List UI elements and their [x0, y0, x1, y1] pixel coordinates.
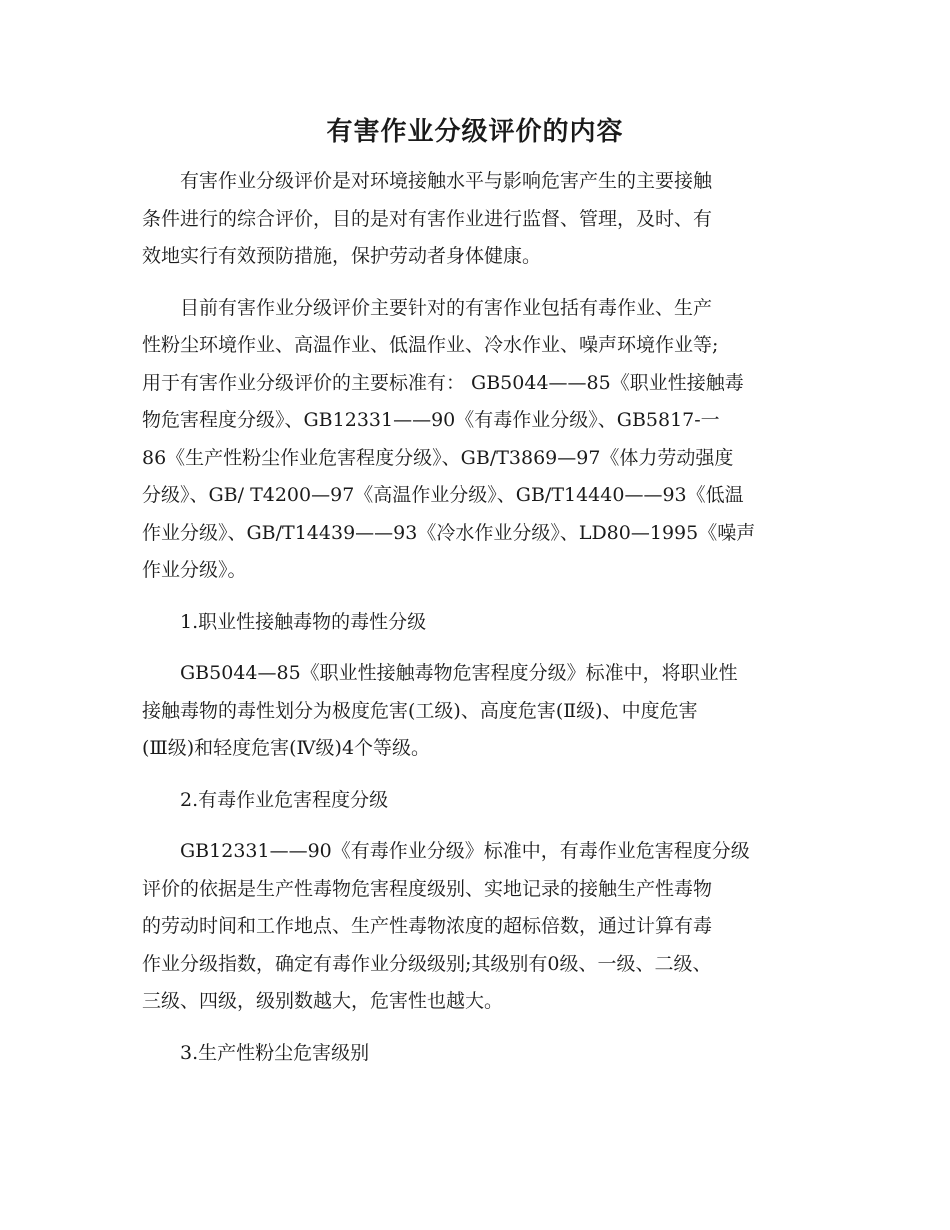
text-line: 86《生产性粉尘作业危害程度分级》、GB/T3869—97《体力劳动强度 [142, 446, 734, 469]
document-title: 有害作业分级评价的内容 [326, 117, 624, 147]
text-line: 用于有害作业分级评价的主要标准有： GB5044——85《职业性接触毒 [142, 371, 744, 394]
section-heading-2 [142, 782, 808, 820]
text-line: 三级、四级，级别数越大，危害性也越大。 [142, 990, 504, 1012]
text-line: 作业分级》。 [142, 559, 247, 581]
text-line: 分级》、GB/ T4200—97《高温作业分级》、GB/T14440——93《低温 [142, 484, 744, 506]
paragraph-toxicity [142, 655, 808, 768]
text-line: 有害作业分级评价是对环境接触水平与影响危害产生的主要接触 [180, 170, 713, 192]
text-line: GB12331——90《有毒作业分级》标准中，有毒作业危害程度分级 [180, 840, 750, 862]
section-heading-3 [142, 1035, 808, 1073]
text-line: 条件进行的综合评价，目的是对有害作业进行监督、管理，及时、有 [142, 207, 713, 230]
text-line: 物危害程度分级》、GB12331——90《有毒作业分级》、GB5817-一 [142, 409, 720, 431]
paragraph-toxic-work [142, 833, 808, 1021]
document-body [142, 163, 808, 1072]
paragraph-standards [142, 290, 808, 590]
text-line: 作业分级指数，确定有毒作业分级级别;其级别有0级、一级、二级、 [142, 952, 712, 975]
section-heading-1 [142, 604, 808, 642]
section-heading-text: 2.有毒作业危害程度分级 [180, 788, 389, 811]
text-line: 作业分级》、GB/T14439——93《冷水作业分级》、LD80—1995《噪声 [142, 521, 756, 544]
text-line: 目前有害作业分级评价主要针对的有害作业包括有毒作业、生产 [180, 296, 713, 319]
text-line: 评价的依据是生产性毒物危害程度级别、实地记录的接触生产性毒物 [142, 877, 713, 900]
section-heading-text: 3.生产性粉尘危害级别 [180, 1041, 370, 1064]
text-line: 性粉尘环境作业、高温作业、低温作业、冷水作业、噪声环境作业等; [142, 334, 719, 356]
paragraph-intro [142, 163, 808, 276]
text-line: 的劳动时间和工作地点、生产性毒物浓度的超标倍数，通过计算有毒 [142, 915, 713, 937]
text-line: 效地实行有效预防措施，保护劳动者身体健康。 [142, 245, 542, 267]
text-line: 接触毒物的毒性划分为极度危害(工级)、高度危害(Ⅱ级)、中度危害 [142, 699, 698, 722]
text-line: (Ⅲ级)和轻度危害(Ⅳ级)4个等级。 [142, 737, 431, 759]
text-line: GB5044—85《职业性接触毒物危害程度分级》标准中，将职业性 [180, 662, 738, 684]
section-heading-text: 1.职业性接触毒物的毒性分级 [180, 610, 427, 633]
